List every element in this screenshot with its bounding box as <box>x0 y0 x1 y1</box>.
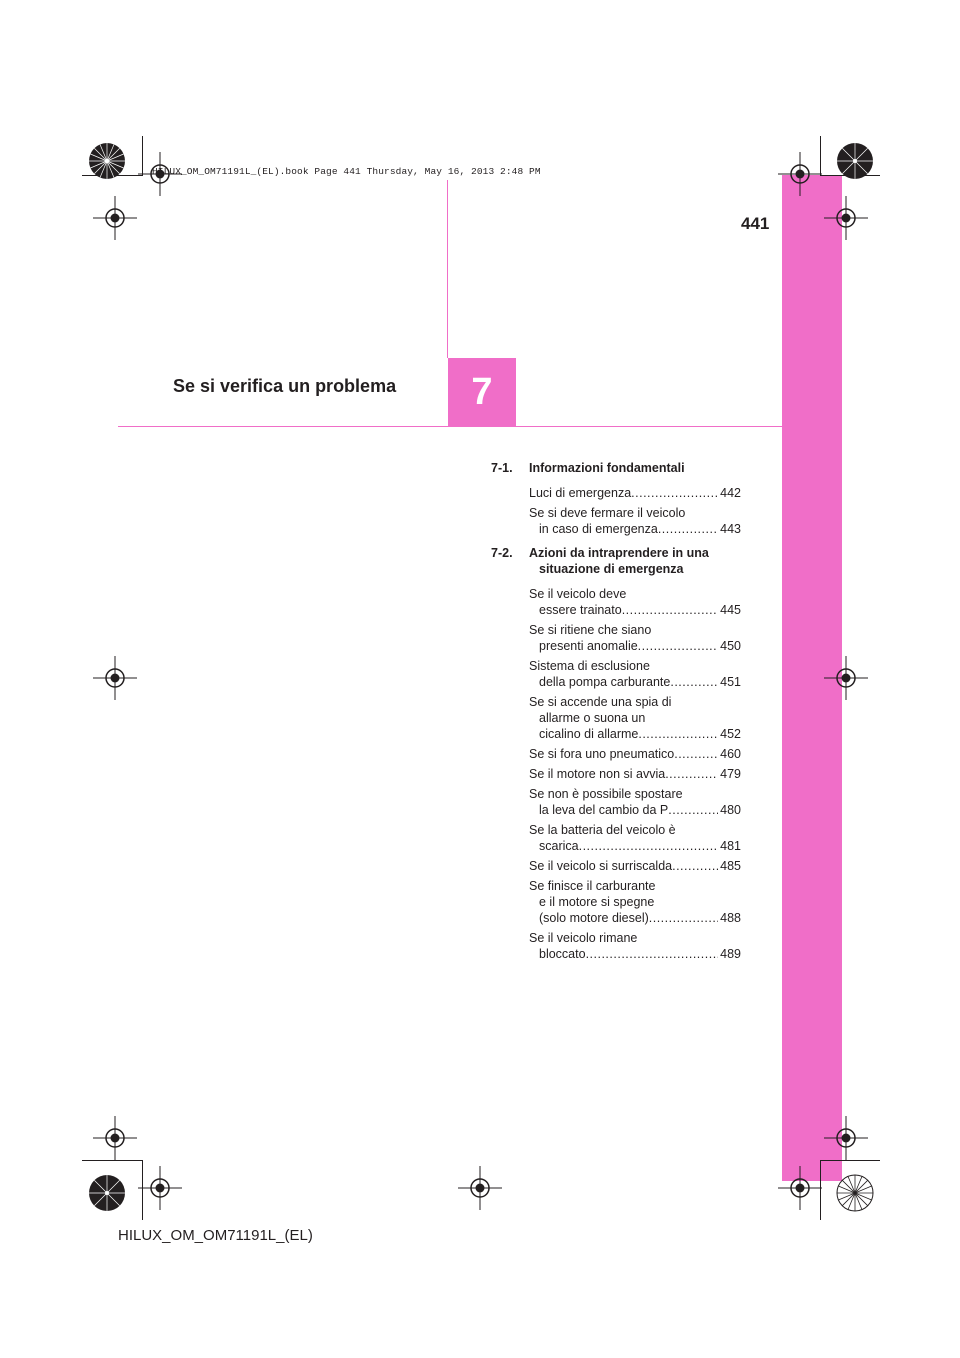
toc-leader-dots <box>658 521 718 537</box>
toc-page-number: 442 <box>720 486 741 500</box>
registration-mark-icon <box>93 1116 137 1160</box>
toc-entry-text: Se si accende una spia di <box>529 695 672 709</box>
toc-page-number: 479 <box>720 767 741 781</box>
chapter-title: Se si verifica un problema <box>173 376 397 396</box>
toc-entry-text: Se il motore non si avvia <box>529 767 666 781</box>
toc-leader-dots <box>649 910 718 926</box>
toc-entry[interactable] <box>529 586 741 618</box>
registration-mark-icon <box>778 152 822 196</box>
toc-leader-dots <box>672 858 718 874</box>
toc-section <box>491 545 741 577</box>
registration-mark-icon <box>138 1166 182 1210</box>
crop-line <box>820 1160 880 1161</box>
chapter-horizontal-rule <box>118 426 782 427</box>
toc-entry-text: Se si fora uno pneumatico <box>529 747 675 761</box>
toc-entry-text: e il motore si spegne <box>539 895 655 909</box>
toc-entry-text: essere trainato <box>539 603 622 617</box>
toc-entry[interactable] <box>529 746 741 762</box>
toc-entry[interactable] <box>529 822 741 854</box>
toc-leader-dots <box>670 674 718 690</box>
toc-entry-text: Se non è possibile spostare <box>529 787 683 801</box>
toc-entry-text: Se la batteria del veicolo è <box>529 823 676 837</box>
toc-entry-text: in caso di emergenza <box>539 522 658 536</box>
toc-entry-text: scarica <box>539 839 579 853</box>
table-of-contents <box>491 460 741 966</box>
toc-page-number: 481 <box>720 839 741 853</box>
toc-entry-text: Luci di emergenza <box>529 486 632 500</box>
toc-section-title: Azioni da intraprendere in una situazione di emergenza <box>529 546 709 576</box>
toc-entry[interactable] <box>529 858 741 874</box>
registration-mark-icon <box>824 196 868 240</box>
page-number: 441 <box>741 214 770 233</box>
toc-section <box>491 460 741 476</box>
toc-page-number: 489 <box>720 947 741 961</box>
toc-entry[interactable] <box>529 786 741 818</box>
toc-entry-text: Se si ritiene che siano <box>529 623 652 637</box>
starburst-mark-icon <box>88 1174 126 1212</box>
chapter-vertical-rule <box>447 180 448 358</box>
toc-entry-text: Se il veicolo rimane <box>529 931 638 945</box>
toc-page-number: 443 <box>720 522 741 536</box>
toc-entry-text: (solo motore diesel) <box>539 911 649 925</box>
registration-mark-icon <box>824 1116 868 1160</box>
toc-entry[interactable] <box>529 930 741 962</box>
toc-page-number: 488 <box>720 911 741 925</box>
toc-entry[interactable] <box>529 766 741 782</box>
toc-leader-dots <box>665 766 718 782</box>
toc-entry-text: allarme o suona un <box>539 711 646 725</box>
toc-page-number: 485 <box>720 859 741 873</box>
toc-entry-text: Se si deve fermare il veicolo <box>529 506 686 520</box>
registration-mark-icon <box>458 1166 502 1210</box>
toc-leader-dots <box>622 602 718 618</box>
toc-entry[interactable] <box>529 505 741 537</box>
toc-entry[interactable] <box>529 485 741 501</box>
toc-entry-text: Se il veicolo si surriscalda <box>529 859 673 873</box>
starburst-mark-icon <box>88 142 126 180</box>
starburst-mark-icon <box>836 1174 874 1212</box>
toc-leader-dots <box>638 726 718 742</box>
toc-section-number: 7-1. <box>491 461 513 475</box>
toc-entry-text: Se finisce il carburante <box>529 879 656 893</box>
toc-page-number: 452 <box>720 727 741 741</box>
toc-entry-text: della pompa carburante <box>539 675 671 689</box>
chapter-number-box: 7 <box>448 358 516 426</box>
toc-page-number: 451 <box>720 675 741 689</box>
toc-page-number: 450 <box>720 639 741 653</box>
toc-leader-dots <box>579 838 719 854</box>
toc-entry-text: presenti anomalie <box>539 639 638 653</box>
toc-entry-text: la leva del cambio da P <box>539 803 669 817</box>
toc-entry[interactable] <box>529 878 741 926</box>
starburst-mark-icon <box>836 142 874 180</box>
registration-mark-icon <box>778 1166 822 1210</box>
toc-leader-dots <box>668 802 718 818</box>
toc-entry-text: cicalino di allarme <box>539 727 639 741</box>
toc-entry-text: Sistema di esclusione <box>529 659 650 673</box>
footer-code: HILUX_OM_OM71191L_(EL) <box>118 1227 313 1244</box>
crop-line <box>82 1160 142 1161</box>
toc-section-number: 7-2. <box>491 546 513 560</box>
toc-entry[interactable] <box>529 658 741 690</box>
registration-mark-icon <box>93 656 137 700</box>
toc-leader-dots <box>674 746 718 762</box>
toc-entry[interactable] <box>529 694 741 742</box>
toc-entry-text: bloccato <box>539 947 586 961</box>
toc-page-number: 480 <box>720 803 741 817</box>
registration-mark-icon <box>93 196 137 240</box>
book-header: HILUX_OM_OM71191L_(EL).book Page 441 Thursday, May 16, 2013 2:48 PM <box>152 166 541 177</box>
toc-page-number: 445 <box>720 603 741 617</box>
toc-section-title: Informazioni fondamentali <box>529 461 685 475</box>
registration-mark-icon <box>824 656 868 700</box>
toc-leader-dots <box>638 638 718 654</box>
toc-entry[interactable] <box>529 622 741 654</box>
toc-page-number: 460 <box>720 747 741 761</box>
toc-leader-dots <box>586 946 719 962</box>
toc-entry-text: Se il veicolo deve <box>529 587 627 601</box>
toc-leader-dots <box>631 485 718 501</box>
